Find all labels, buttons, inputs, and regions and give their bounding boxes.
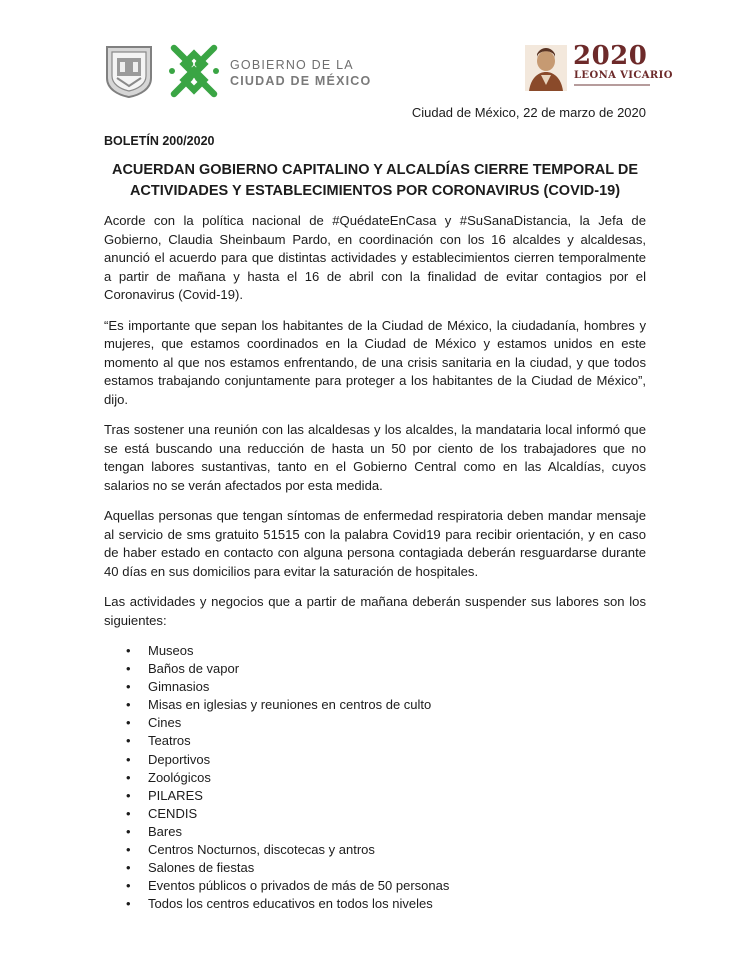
- list-item: [104, 841, 646, 859]
- leona-vicario-portrait-icon: [525, 45, 567, 91]
- leona-vicario-label: LEONA VICARIO: [574, 70, 673, 81]
- closures-list: [104, 642, 646, 913]
- bullet-icon: •: [126, 751, 131, 767]
- bullet-icon: •: [126, 842, 131, 858]
- divider: [574, 84, 650, 86]
- list-item: [104, 823, 646, 841]
- list-item-label: Museos: [148, 643, 194, 658]
- year-label: 2020: [573, 41, 648, 71]
- list-item-label: Zoológicos: [148, 769, 211, 785]
- bulletin-body: [104, 212, 646, 913]
- bullet-icon: •: [126, 823, 131, 839]
- list-item-label: Bares: [148, 823, 182, 839]
- bullet-icon: •: [126, 769, 131, 785]
- list-item-label: PILARES: [148, 787, 203, 803]
- paragraph: Tras sostener una reunión con las alcaldesas y los alcaldes, la mandataria local informó que se está buscando una reducción de hasta un 50 por ciento de los trabajadores que no tengan labores sustantivas, tanto en el Gobierno Central como en las Alcaldías, cuyos salarios no se verán afectados por esta medida.: [104, 422, 646, 493]
- list-item-label: CENDIS: [148, 805, 198, 821]
- list-item: [104, 877, 646, 895]
- bullet-icon: •: [126, 679, 131, 695]
- city-coat-of-arms-icon: [104, 44, 154, 98]
- letterhead: [0, 0, 750, 110]
- list-item: [104, 678, 646, 696]
- bullet-icon: •: [126, 805, 131, 821]
- list-item: [104, 787, 646, 805]
- list-item-label: Teatros: [148, 733, 191, 749]
- paragraph: Acorde con la política nacional de #QuédateEnCasa y #SuSanaDistancia, la Jefa de Gobierno, Claudia Sheinbaum Pardo, en coordinación con los 16 alcaldes y alcaldesas, anunció el acuerdo para que distintas actividades y establecimientos cierren temporalmente a partir de mañana y hasta el 16 de abril con la finalidad de evitar contagios por el Coronavirus (Covid-19).: [104, 213, 646, 302]
- bullet-icon: •: [126, 896, 131, 912]
- list-item: [104, 732, 646, 750]
- bullet-icon: •: [126, 697, 131, 713]
- list-item-label: Eventos públicos o privados de más de 50 personas: [148, 878, 450, 894]
- government-name: [230, 57, 371, 89]
- list-item-label: Baños de vapor: [148, 661, 240, 677]
- bullet-icon: •: [126, 860, 131, 876]
- list-item: [104, 714, 646, 732]
- list-item: [104, 769, 646, 787]
- cdmx-logo-icon: [166, 40, 222, 102]
- list-item: [104, 751, 646, 769]
- list-item-label: Todos los centros educativos en todos los niveles: [148, 896, 433, 912]
- bulletin-number: BOLETÍN 200/2020: [104, 134, 215, 148]
- bullet-icon: •: [126, 733, 131, 749]
- list-item: [104, 696, 646, 714]
- list-item-label: Deportivos: [148, 751, 211, 767]
- bullet-icon: •: [126, 787, 131, 803]
- date-line: Ciudad de México, 22 de marzo de 2020: [411, 105, 646, 120]
- paragraph: Aquellas personas que tengan síntomas de enfermedad respiratoria deben mandar mensaje al servicio de sms gratuito 51515 con la palabra Covid19 para recibir orientación, y en caso de haber estado en contacto con alguna persona contagiada deberán resguardarse durante 40 días en sus domicilios para evitar la saturación de hospitales.: [104, 508, 646, 579]
- title-line-1: ACUERDAN GOBIERNO CAPITALINO Y ALCALDÍAS CIERRE TEMPORAL DE: [111, 162, 639, 178]
- list-item: [104, 805, 646, 823]
- title-line-2: ACTIVIDADES Y ESTABLECIMIENTOS POR CORONAVIRUS (COVID-19): [129, 183, 621, 199]
- page-title: [104, 160, 646, 202]
- list-item: [104, 642, 646, 660]
- list-item-label: Cines: [148, 715, 182, 731]
- paragraph: Las actividades y negocios que a partir de mañana deberán suspender sus labores son los siguientes:: [104, 594, 646, 628]
- list-item: [104, 859, 646, 877]
- bullet-icon: •: [126, 643, 131, 658]
- list-item-label: Centros Nocturnos, discotecas y antros: [148, 842, 375, 858]
- bullet-icon: •: [126, 715, 131, 731]
- bullet-icon: •: [126, 661, 131, 677]
- bullet-icon: •: [126, 878, 131, 894]
- list-item-label: Salones de fiestas: [148, 860, 255, 876]
- paragraph: “Es importante que sepan los habitantes de la Ciudad de México, la ciudadanía, hombres y mujeres, que estamos coordinados en la Ciudad de México y estamos unidos en este momento al que nos estamos enfrentando, de una crisis sanitaria en la ciudad, y que todos estamos trabajando conjuntamente para proteger a los habitantes de la Ciudad de México”, dijo.: [104, 317, 646, 407]
- government-name-line-1: GOBIERNO DE LA: [230, 58, 354, 72]
- list-item: [104, 660, 646, 678]
- list-item-label: Misas en iglesias y reuniones en centros de culto: [148, 697, 432, 713]
- list-item-label: Gimnasios: [148, 679, 210, 695]
- government-name-line-2: CIUDAD DE MÉXICO: [230, 74, 372, 88]
- list-item: [104, 895, 646, 913]
